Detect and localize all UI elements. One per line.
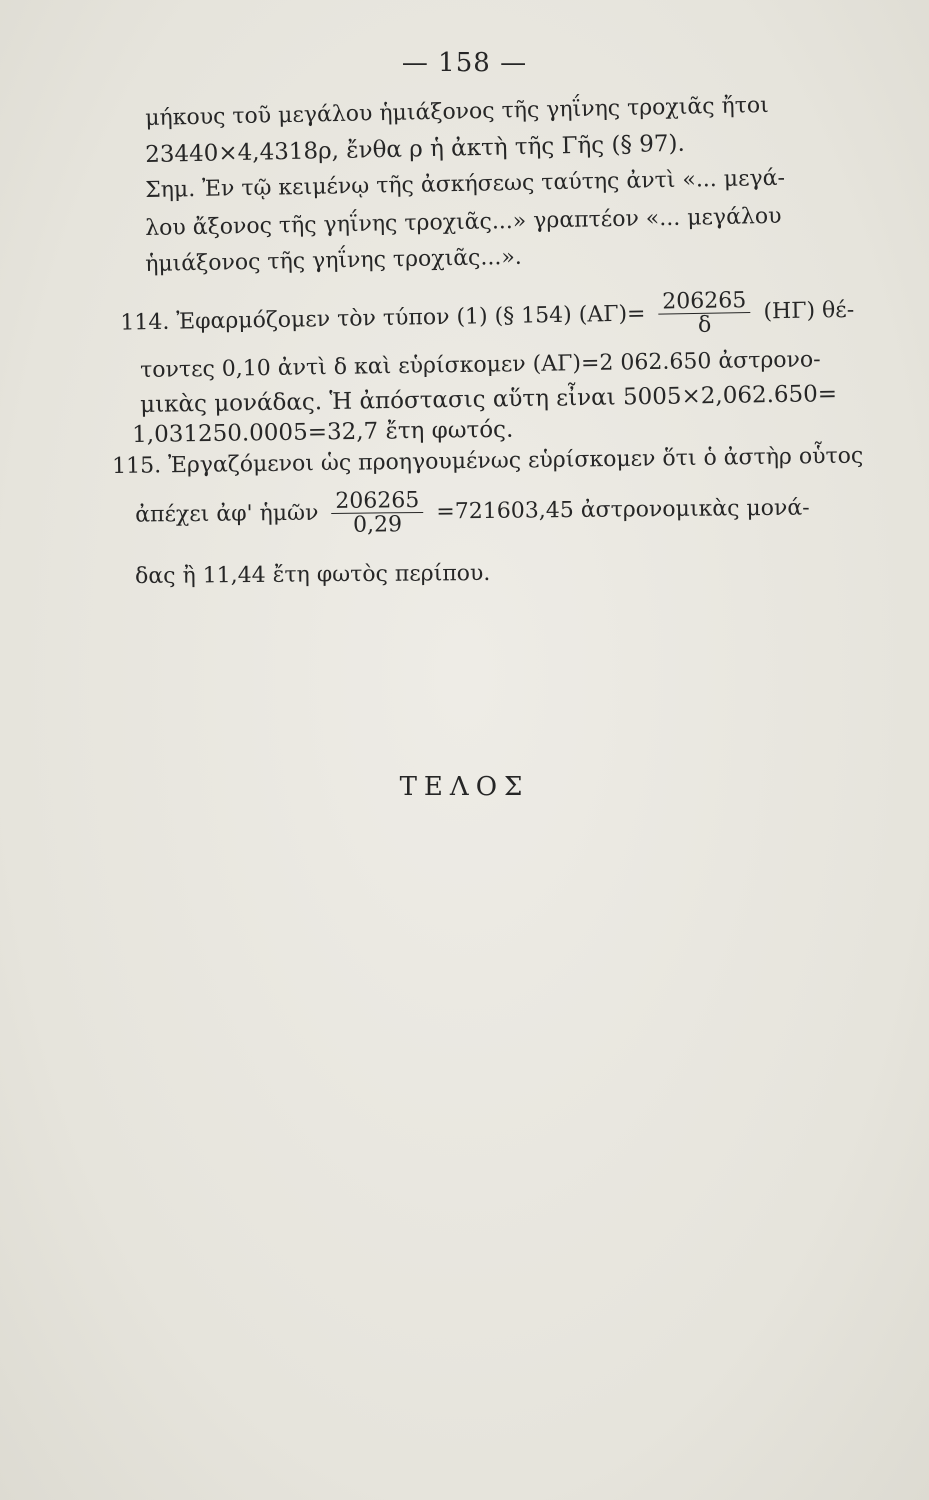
p115-text-before: ἀπέχει ἀφ' ἡμῶν — [135, 500, 319, 528]
note-line-1: Σημ. Ἐν τῷ κειμένῳ τῆς ἀσκήσεως ταύτης ἀντὶ «... μεγά- — [144, 165, 786, 203]
p114-fraction-numerator: 206265 — [658, 289, 750, 315]
p115-text-after: =721603,45 ἀστρονομικὰς μονά- — [436, 495, 810, 525]
paragraph-115-line-3: δας ἢ 11,44 ἔτη φωτὸς περίπου. — [134, 560, 491, 589]
text-line-1: μήκους τοῦ μεγάλου ἡμιάξονος τῆς γηΐνης τροχιᾶς ἤτοι — [144, 92, 770, 131]
paragraph-114-line-2: τοντες 0,10 ἀντὶ δ καὶ εὑρίσκομεν (ΑΓ)=2 062.650 ἀστρονο- — [139, 347, 821, 383]
ending-title: ΤΕΛΟΣ — [399, 772, 530, 802]
p114-fraction-denominator: δ — [697, 312, 712, 339]
p115-fraction — [331, 489, 423, 537]
paragraph-115-line-1: 115. Ἐργαζόμενοι ὡς προηγουμένως εὑρίσκομεν ὅτι ὁ ἀστὴρ οὗτος — [111, 443, 864, 479]
p115-fraction-numerator: 206265 — [331, 489, 423, 514]
note-line-2: λου ἄξονος τῆς γηΐνης τροχιᾶς...» γραπτέον «... μεγάλου — [144, 203, 782, 241]
note-line-3: ἡμιάξονος τῆς γηΐνης τροχιᾶς...». — [144, 244, 523, 277]
paragraph-114-line-4: 1,031250.0005=32,7 ἔτη φωτός. — [131, 416, 514, 448]
page-number: — 158 — — [401, 48, 528, 78]
text-line-2: 23440×4,4318ρ, ἔνθα ρ ἡ ἀκτὴ τῆς Γῆς (§ 97). — [144, 130, 686, 168]
paragraph-114-line-3: μικὰς μονάδας. Ἡ ἀπόστασις αὕτη εἶναι 5005×2,062.650= — [139, 381, 838, 418]
p114-text-before: 114. Ἐφαρμόζομεν τὸν τύπον (1) (§ 154) (ΑΓ)= — [120, 301, 646, 336]
p114-fraction — [658, 289, 751, 338]
paragraph-115-line-2 — [135, 485, 810, 539]
paragraph-114-first-line — [120, 287, 855, 347]
p115-fraction-denominator: 0,29 — [352, 512, 403, 538]
p114-text-after: (ΗΓ) θέ- — [763, 297, 855, 325]
